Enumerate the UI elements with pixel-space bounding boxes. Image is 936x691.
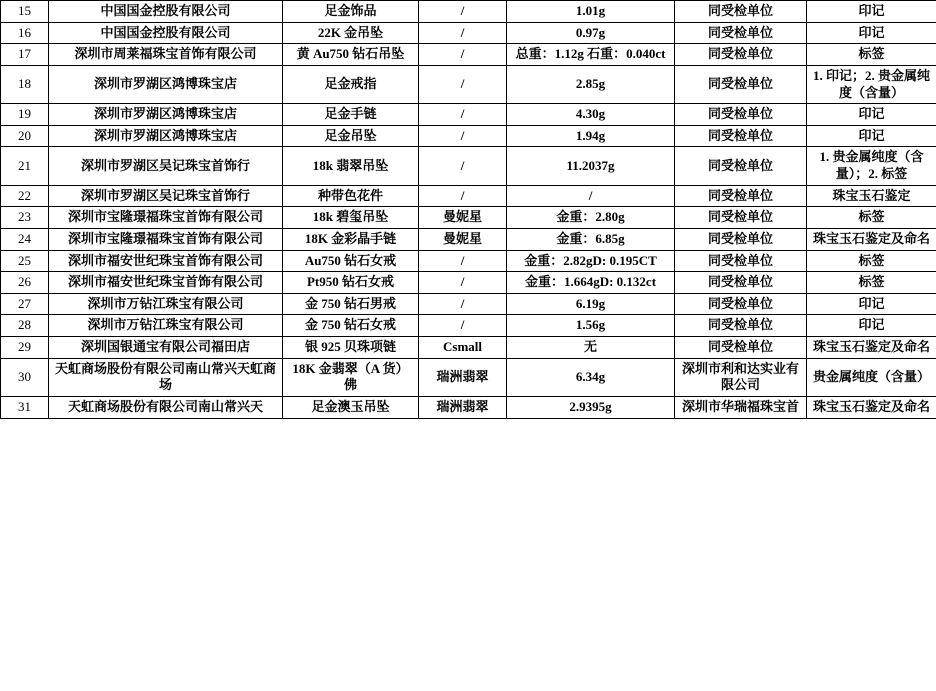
cell-unit: 同受检单位: [675, 65, 807, 103]
cell-brand: /: [419, 250, 507, 272]
table-row: [1, 358, 936, 396]
cell-unit: 同受检单位: [675, 147, 807, 185]
cell-sample-name: 18K 金彩晶手链: [283, 228, 419, 250]
table-body: [1, 1, 936, 419]
cell-brand: /: [419, 65, 507, 103]
cell-sample-name: 金 750 钻石女戒: [283, 315, 419, 337]
cell-unit: 同受检单位: [675, 185, 807, 207]
table-row: [1, 104, 936, 126]
cell-weight: 1.94g: [507, 125, 675, 147]
cell-company: 深圳市万钻江珠宝有限公司: [49, 293, 283, 315]
cell-basis: 贵金属纯度（含量）: [807, 358, 936, 396]
cell-basis: 珠宝玉石鉴定: [807, 185, 936, 207]
cell-sample-name: 金 750 钻石男戒: [283, 293, 419, 315]
cell-brand: 曼妮星: [419, 228, 507, 250]
cell-weight: 金重：2.82gD: 0.195CT: [507, 250, 675, 272]
cell-unit: 深圳市华瑞福珠宝首: [675, 396, 807, 418]
cell-company: 深圳国银通宝有限公司福田店: [49, 337, 283, 359]
cell-weight: 1.56g: [507, 315, 675, 337]
cell-weight: 11.2037g: [507, 147, 675, 185]
cell-unit: 同受检单位: [675, 44, 807, 66]
cell-company: 深圳市万钻江珠宝有限公司: [49, 315, 283, 337]
cell-weight: 金重：2.80g: [507, 207, 675, 229]
cell-brand: /: [419, 44, 507, 66]
cell-unit: 同受检单位: [675, 104, 807, 126]
cell-sample-name: 银 925 贝珠项链: [283, 337, 419, 359]
cell-basis: 印记: [807, 1, 936, 23]
cell-company: 天虹商场股份有限公司南山常兴天: [49, 396, 283, 418]
table-row: [1, 125, 936, 147]
cell-basis: 珠宝玉石鉴定及命名: [807, 396, 936, 418]
cell-brand: 曼妮星: [419, 207, 507, 229]
cell-brand: /: [419, 1, 507, 23]
cell-sample-name: 种带色花件: [283, 185, 419, 207]
table-row: [1, 185, 936, 207]
cell-unit: 同受检单位: [675, 272, 807, 294]
cell-brand: /: [419, 315, 507, 337]
cell-brand: /: [419, 293, 507, 315]
cell-company: 深圳市罗湖区鸿博珠宝店: [49, 65, 283, 103]
cell-company: 深圳市罗湖区吴记珠宝首饰行: [49, 185, 283, 207]
cell-basis: 印记: [807, 293, 936, 315]
cell-weight: 金重：6.85g: [507, 228, 675, 250]
cell-unit: 同受检单位: [675, 125, 807, 147]
cell-basis: 印记: [807, 104, 936, 126]
cell-sequence-no: 31: [1, 396, 49, 418]
cell-sequence-no: 27: [1, 293, 49, 315]
cell-brand: Csmall: [419, 337, 507, 359]
cell-weight: 无: [507, 337, 675, 359]
cell-basis: 印记: [807, 315, 936, 337]
cell-brand: /: [419, 272, 507, 294]
cell-company: 深圳市罗湖区吴记珠宝首饰行: [49, 147, 283, 185]
cell-sequence-no: 30: [1, 358, 49, 396]
cell-sequence-no: 19: [1, 104, 49, 126]
cell-company: 深圳市宝隆璟福珠宝首饰有限公司: [49, 207, 283, 229]
cell-basis: 珠宝玉石鉴定及命名: [807, 228, 936, 250]
cell-sample-name: 黄 Au750 钻石吊坠: [283, 44, 419, 66]
cell-brand: /: [419, 185, 507, 207]
cell-unit: 同受检单位: [675, 1, 807, 23]
cell-company: 深圳市罗湖区鸿博珠宝店: [49, 125, 283, 147]
cell-brand: /: [419, 22, 507, 44]
cell-brand: /: [419, 147, 507, 185]
table-row: [1, 337, 936, 359]
cell-sequence-no: 15: [1, 1, 49, 23]
table-row: [1, 44, 936, 66]
cell-unit: 深圳市利和达实业有限公司: [675, 358, 807, 396]
cell-basis: 标签: [807, 250, 936, 272]
cell-sequence-no: 29: [1, 337, 49, 359]
table-row: [1, 396, 936, 418]
cell-weight: 金重：1.664gD: 0.132ct: [507, 272, 675, 294]
cell-sequence-no: 21: [1, 147, 49, 185]
cell-sequence-no: 22: [1, 185, 49, 207]
cell-unit: 同受检单位: [675, 337, 807, 359]
cell-company: 深圳市福安世纪珠宝首饰有限公司: [49, 250, 283, 272]
cell-basis: 印记: [807, 22, 936, 44]
cell-sequence-no: 17: [1, 44, 49, 66]
cell-brand: 瑞洲翡翠: [419, 396, 507, 418]
cell-unit: 同受检单位: [675, 207, 807, 229]
table-row: [1, 65, 936, 103]
cell-sequence-no: 23: [1, 207, 49, 229]
cell-weight: 1.01g: [507, 1, 675, 23]
cell-basis: 1. 印记；2. 贵金属纯度（含量）: [807, 65, 936, 103]
cell-sequence-no: 16: [1, 22, 49, 44]
cell-sample-name: 18k 碧玺吊坠: [283, 207, 419, 229]
table-row: [1, 293, 936, 315]
cell-unit: 同受检单位: [675, 250, 807, 272]
cell-basis: 珠宝玉石鉴定及命名: [807, 337, 936, 359]
cell-sample-name: 18k 翡翠吊坠: [283, 147, 419, 185]
cell-sample-name: 18K 金翡翠（A 货）佛: [283, 358, 419, 396]
cell-sample-name: Pt950 钻石女戒: [283, 272, 419, 294]
cell-brand: /: [419, 104, 507, 126]
table-row: [1, 22, 936, 44]
cell-weight: 6.19g: [507, 293, 675, 315]
table-row: [1, 250, 936, 272]
cell-basis: 1. 贵金属纯度（含量）；2. 标签: [807, 147, 936, 185]
cell-weight: 0.97g: [507, 22, 675, 44]
cell-company: 深圳市罗湖区鸿博珠宝店: [49, 104, 283, 126]
cell-sample-name: Au750 钻石女戒: [283, 250, 419, 272]
cell-basis: 标签: [807, 207, 936, 229]
cell-company: 中国国金控股有限公司: [49, 1, 283, 23]
cell-sample-name: 22K 金吊坠: [283, 22, 419, 44]
cell-basis: 印记: [807, 125, 936, 147]
table-row: [1, 228, 936, 250]
table-row: [1, 147, 936, 185]
cell-basis: 标签: [807, 272, 936, 294]
cell-unit: 同受检单位: [675, 228, 807, 250]
cell-sequence-no: 25: [1, 250, 49, 272]
cell-basis: 标签: [807, 44, 936, 66]
cell-weight: 2.9395g: [507, 396, 675, 418]
cell-sample-name: 足金吊坠: [283, 125, 419, 147]
cell-company: 深圳市宝隆璟福珠宝首饰有限公司: [49, 228, 283, 250]
cell-company: 深圳市福安世纪珠宝首饰有限公司: [49, 272, 283, 294]
cell-sequence-no: 28: [1, 315, 49, 337]
cell-company: 天虹商场股份有限公司南山常兴天虹商场: [49, 358, 283, 396]
cell-weight: 6.34g: [507, 358, 675, 396]
cell-weight: 总重：1.12g 石重：0.040ct: [507, 44, 675, 66]
cell-sequence-no: 26: [1, 272, 49, 294]
cell-unit: 同受检单位: [675, 22, 807, 44]
cell-sample-name: 足金戒指: [283, 65, 419, 103]
table-row: [1, 207, 936, 229]
cell-weight: 2.85g: [507, 65, 675, 103]
cell-sample-name: 足金澳玉吊坠: [283, 396, 419, 418]
cell-sequence-no: 20: [1, 125, 49, 147]
cell-weight: 4.30g: [507, 104, 675, 126]
cell-brand: /: [419, 125, 507, 147]
table-row: [1, 1, 936, 23]
cell-sequence-no: 18: [1, 65, 49, 103]
cell-unit: 同受检单位: [675, 293, 807, 315]
table-row: [1, 315, 936, 337]
cell-sample-name: 足金手链: [283, 104, 419, 126]
cell-sample-name: 足金饰品: [283, 1, 419, 23]
cell-unit: 同受检单位: [675, 315, 807, 337]
cell-company: 中国国金控股有限公司: [49, 22, 283, 44]
cell-company: 深圳市周莱福珠宝首饰有限公司: [49, 44, 283, 66]
cell-brand: 瑞洲翡翠: [419, 358, 507, 396]
table-row: [1, 272, 936, 294]
cell-weight: /: [507, 185, 675, 207]
cell-sequence-no: 24: [1, 228, 49, 250]
